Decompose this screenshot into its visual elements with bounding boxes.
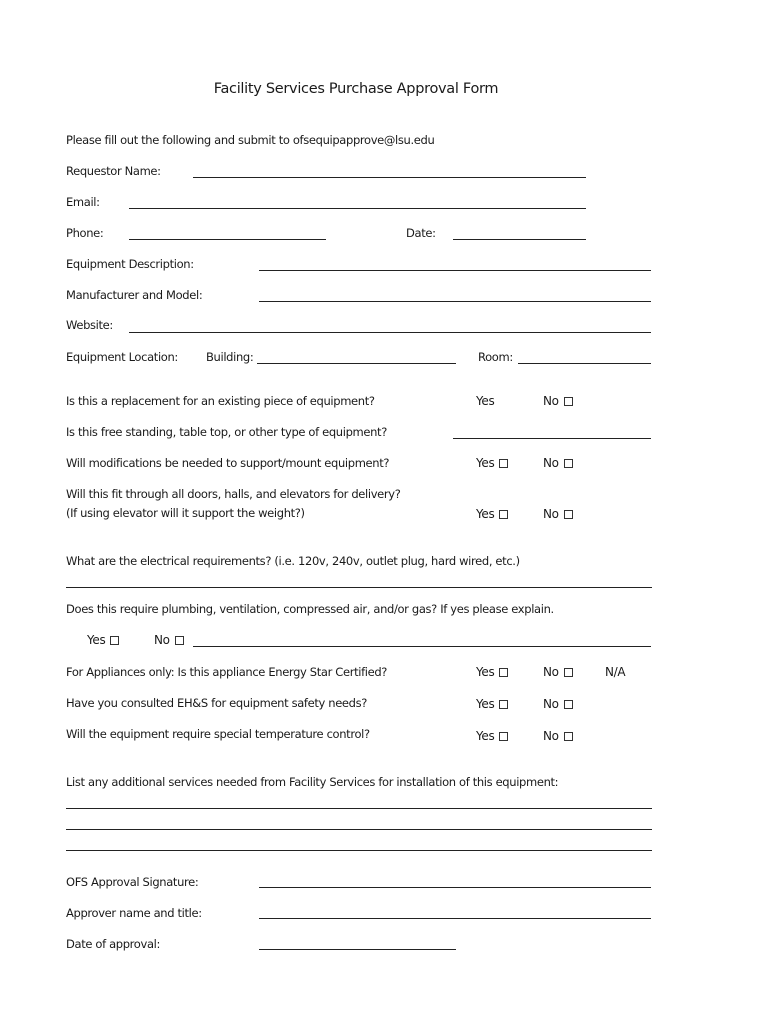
manufacturer-field[interactable] xyxy=(259,301,651,302)
checkbox-icon xyxy=(564,397,573,406)
approval-date-label: Date of approval: xyxy=(66,937,161,951)
date-label: Date: xyxy=(406,226,436,240)
email-label: Email: xyxy=(66,195,100,209)
location-label: Equipment Location: xyxy=(66,350,178,364)
plumbing-yes-checkbox[interactable] xyxy=(87,633,119,647)
plumbing-explain-field[interactable] xyxy=(193,646,651,647)
yes-label: Yes xyxy=(476,507,495,521)
plumbing-no-checkbox[interactable] xyxy=(154,633,184,647)
ehs-no-checkbox[interactable] xyxy=(543,697,573,711)
q-plumbing: Does this require plumbing, ventilation, compressed air, and/or gas? If yes please explain. xyxy=(66,602,554,616)
q-fit-line2: (If using elevator will it support the weight?) xyxy=(66,506,305,520)
electrical-field[interactable] xyxy=(66,587,652,588)
modifications-no-checkbox[interactable] xyxy=(543,456,573,470)
replacement-no-checkbox[interactable] xyxy=(543,394,573,408)
phone-label: Phone: xyxy=(66,226,104,240)
energy-star-yes-checkbox[interactable] xyxy=(476,665,508,679)
building-label: Building: xyxy=(206,350,254,364)
energy-star-no-checkbox[interactable] xyxy=(543,665,573,679)
fit-no-checkbox[interactable] xyxy=(543,507,573,521)
yes-label: Yes xyxy=(87,633,106,647)
q-energy-star: For Appliances only: Is this appliance Energy Star Certified? xyxy=(66,665,388,679)
checkbox-icon xyxy=(110,636,119,645)
room-label: Room: xyxy=(478,350,513,364)
additional-field-3[interactable] xyxy=(66,850,652,851)
no-label: No xyxy=(543,507,559,521)
approver-label: Approver name and title: xyxy=(66,906,202,920)
q-additional: List any additional services needed from Facility Services for installation of this equipment: xyxy=(66,775,559,789)
approver-field[interactable] xyxy=(259,918,651,919)
energy-star-na[interactable] xyxy=(605,665,625,679)
yes-label: Yes xyxy=(476,729,495,743)
replacement-yes[interactable] xyxy=(476,394,494,408)
website-field[interactable] xyxy=(129,332,651,333)
no-label: No xyxy=(543,697,559,711)
additional-field-2[interactable] xyxy=(66,829,652,830)
checkbox-icon xyxy=(564,700,573,709)
additional-field-1[interactable] xyxy=(66,808,652,809)
description-field[interactable] xyxy=(259,270,651,271)
phone-field[interactable] xyxy=(129,239,326,240)
signature-field[interactable] xyxy=(259,887,651,888)
checkbox-icon xyxy=(499,510,508,519)
form-title: Facility Services Purchase Approval Form xyxy=(213,81,499,97)
q-replacement: Is this a replacement for an existing piece of equipment? xyxy=(66,394,375,408)
requestor-label: Requestor Name: xyxy=(66,164,161,178)
checkbox-icon xyxy=(564,668,573,677)
checkbox-icon xyxy=(499,668,508,677)
na-label: N/A xyxy=(605,665,626,679)
description-label: Equipment Description: xyxy=(66,257,194,271)
yes-label: Yes xyxy=(476,665,495,679)
no-label: No xyxy=(543,665,559,679)
checkbox-icon xyxy=(499,732,508,741)
room-field[interactable] xyxy=(518,363,651,364)
modifications-yes-checkbox[interactable] xyxy=(476,456,508,470)
building-field[interactable] xyxy=(257,363,456,364)
checkbox-icon xyxy=(564,459,573,468)
q-type: Is this free standing, table top, or other type of equipment? xyxy=(66,425,387,439)
approval-date-field[interactable] xyxy=(259,949,456,950)
no-label: No xyxy=(154,633,170,647)
yes-label: Yes xyxy=(476,456,495,470)
checkbox-icon xyxy=(564,510,573,519)
q-modifications: Will modifications be needed to support/mount equipment? xyxy=(66,456,390,470)
checkbox-icon xyxy=(564,732,573,741)
type-field[interactable] xyxy=(453,438,651,439)
requestor-name-field[interactable] xyxy=(193,177,586,178)
instructions-text: Please fill out the following and submit to ofsequipapprove@lsu.edu xyxy=(66,133,435,147)
no-label: No xyxy=(543,456,559,470)
q-ehs: Have you consulted EH&S for equipment safety needs? xyxy=(66,696,367,710)
ehs-yes-checkbox[interactable] xyxy=(476,697,508,711)
no-label: No xyxy=(543,729,559,743)
temperature-yes-checkbox[interactable] xyxy=(476,729,508,743)
website-label: Website: xyxy=(66,318,113,332)
manufacturer-label: Manufacturer and Model: xyxy=(66,288,203,302)
checkbox-icon xyxy=(175,636,184,645)
q-fit-line1: Will this fit through all doors, halls, and elevators for delivery? xyxy=(66,487,401,501)
fit-yes-checkbox[interactable] xyxy=(476,507,508,521)
yes-label: Yes xyxy=(476,394,495,408)
temperature-no-checkbox[interactable] xyxy=(543,729,573,743)
checkbox-icon xyxy=(499,459,508,468)
yes-label: Yes xyxy=(476,697,495,711)
q-temperature: Will the equipment require special temperature control? xyxy=(66,727,370,741)
checkbox-icon xyxy=(499,700,508,709)
signature-label: OFS Approval Signature: xyxy=(66,875,199,889)
date-field[interactable] xyxy=(453,239,586,240)
email-field[interactable] xyxy=(129,208,586,209)
no-label: No xyxy=(543,394,559,408)
q-electrical: What are the electrical requirements? (i.e. 120v, 240v, outlet plug, hard wired, etc.) xyxy=(66,554,520,568)
